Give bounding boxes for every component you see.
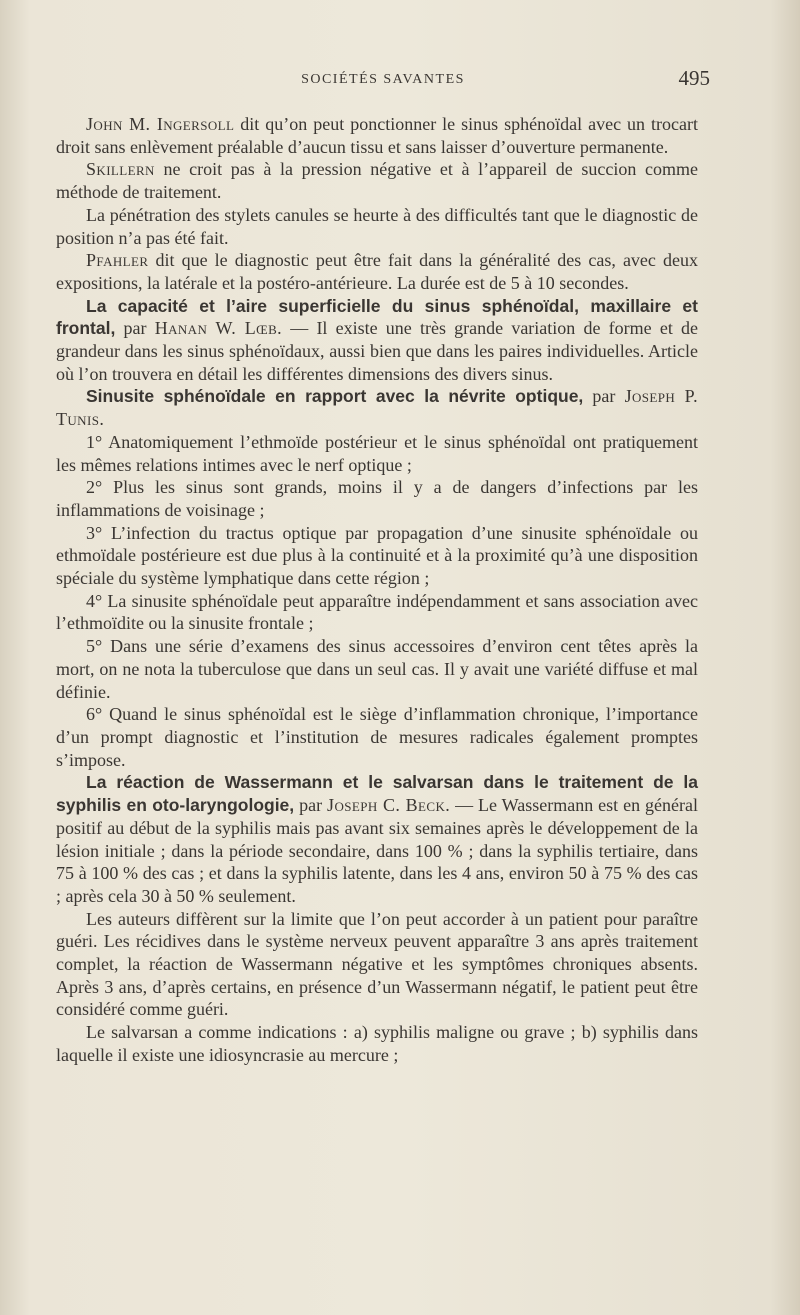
- paragraph-text: — Il existe une très grande variation de forme et de grandeur dans les sinus sphénoïdaux, aussi bien que dans les paires individuelles. Article où l’on trouvera en détail les différentes dimensions des divers sinus.: [56, 318, 699, 384]
- author-name: Hanan W. Lœb.: [154, 318, 283, 339]
- list-item: 2° Plus les sinus sont grands, moins il y a de dangers d’infections par les inflammations de voisinage ;: [56, 477, 698, 520]
- author-name: Skillern: [86, 159, 155, 180]
- by-word: par: [583, 386, 625, 407]
- author-name: Joseph C. Beck.: [327, 795, 451, 816]
- article-body: [56, 113, 698, 1067]
- paragraph-salvarsan: [56, 1021, 698, 1066]
- author-name: Pfahler: [86, 250, 149, 271]
- list-item: 4° La sinusite sphénoïdale peut apparaître indépendamment et sans association avec l’ethmoïdite ou la sinusite frontale ;: [56, 590, 698, 634]
- section-title: La capacité et l’aire superficielle du sinus sphénoïdal, maxillaire et frontal,: [56, 295, 698, 339]
- section-title: Sinusite sphénoïdale en rapport avec la névrite optique,: [86, 386, 584, 407]
- section-sinusite-sphenoidale: [56, 385, 698, 430]
- paragraph-text: La pénétration des stylets canules se heurte à des difficultés tant que le diagnostic de position n’a pas été fait.: [56, 204, 698, 248]
- paragraph-penetration: [56, 204, 698, 249]
- section-wassermann: [56, 771, 698, 907]
- section-title: La réaction de Wassermann et le salvarsan dans le traitement de la syphilis en oto-laryngologie,: [56, 772, 698, 816]
- by-word: par: [294, 795, 328, 816]
- paragraph-ingersoll: [56, 113, 698, 158]
- paragraph-text: — Le Wassermann est en général positif au début de la syphilis mais pas avant six semaines après le développement de la lésion initiale ; dans la période secondaire, dans 100 % ; dans la syphilis tertiaire, dans 75 à 100 % des cas ; et dans la syphilis latente, dans les 4 ans, environ 50 à 75 % des cas ; après cela 30 à 50 % seulement.: [56, 795, 698, 906]
- paragraph-skillern: [56, 158, 698, 203]
- list-item: 3° L’infection du tractus optique par propagation d’une sinusite sphénoïdale ou ethmoïdale postérieure est due plus à la continuité et à la proximité qu’à une disposition spéciale du système lymphatique dans cette région ;: [56, 522, 698, 589]
- section-sinus-capacity: [56, 295, 698, 386]
- paragraph-text: dit que le diagnostic peut être fait dans la généralité des cas, avec deux expositions, la latérale et la postéro-antérieure. La durée est de 5 à 10 secondes.: [56, 250, 698, 293]
- paragraph-text: ne croit pas à la pression négative et à l’appareil de succion comme méthode de traitement.: [56, 159, 698, 203]
- author-name: Joseph P. Tunis.: [56, 386, 698, 430]
- list-item: 6° Quand le sinus sphénoïdal est le siège d’inflammation chronique, l’importance d’un prompt diagnostic et l’institution de mesures radicales également promptes s’impose.: [56, 704, 698, 770]
- author-name: John M. Ingersoll: [86, 114, 235, 134]
- page-header: [56, 66, 710, 98]
- paragraph-text: dit qu’on peut ponctionner le sinus sphénoïdal avec un trocart droit sans enlèvement préalable d’aucun tissu et sans laisser d’ouverture permanente.: [56, 114, 699, 157]
- running-head: SOCIÉTÉS SAVANTES: [301, 72, 465, 87]
- paragraph-text: Le salvarsan a comme indications : a) syphilis maligne ou grave ; b) syphilis dans laquelle il existe une idiosyncrasie au mercure ;: [56, 1022, 698, 1065]
- list-item: 5° Dans une série d’examens des sinus accessoires d’environ cent têtes après la mort, on ne nota la tuberculose que dans un seul cas. Il y avait une variété diffuse et mal définie.: [56, 636, 698, 702]
- page-number: 495: [678, 66, 710, 90]
- paragraph-text: Les auteurs diffèrent sur la limite que l’on peut accorder à un patient pour paraître guéri. Les récidives dans le système nerveux peuvent apparaître 3 ans après traitement complet, la réaction de Wassermann négative et les symptômes chroniques absents. Après 3 ans, d’après certains, en présence d’un Wassermann négatif, le patient peut être considéré comme guéri.: [56, 908, 698, 1020]
- list-item: 1° Anatomiquement l’ethmoïde postérieur et le sinus sphénoïdal ont pratiquement les mêmes relations intimes avec le nerf optique ;: [56, 431, 698, 475]
- paragraph-pfahler: [56, 249, 698, 294]
- by-word: par: [115, 318, 155, 339]
- paragraph-authors-differ: [56, 908, 698, 1022]
